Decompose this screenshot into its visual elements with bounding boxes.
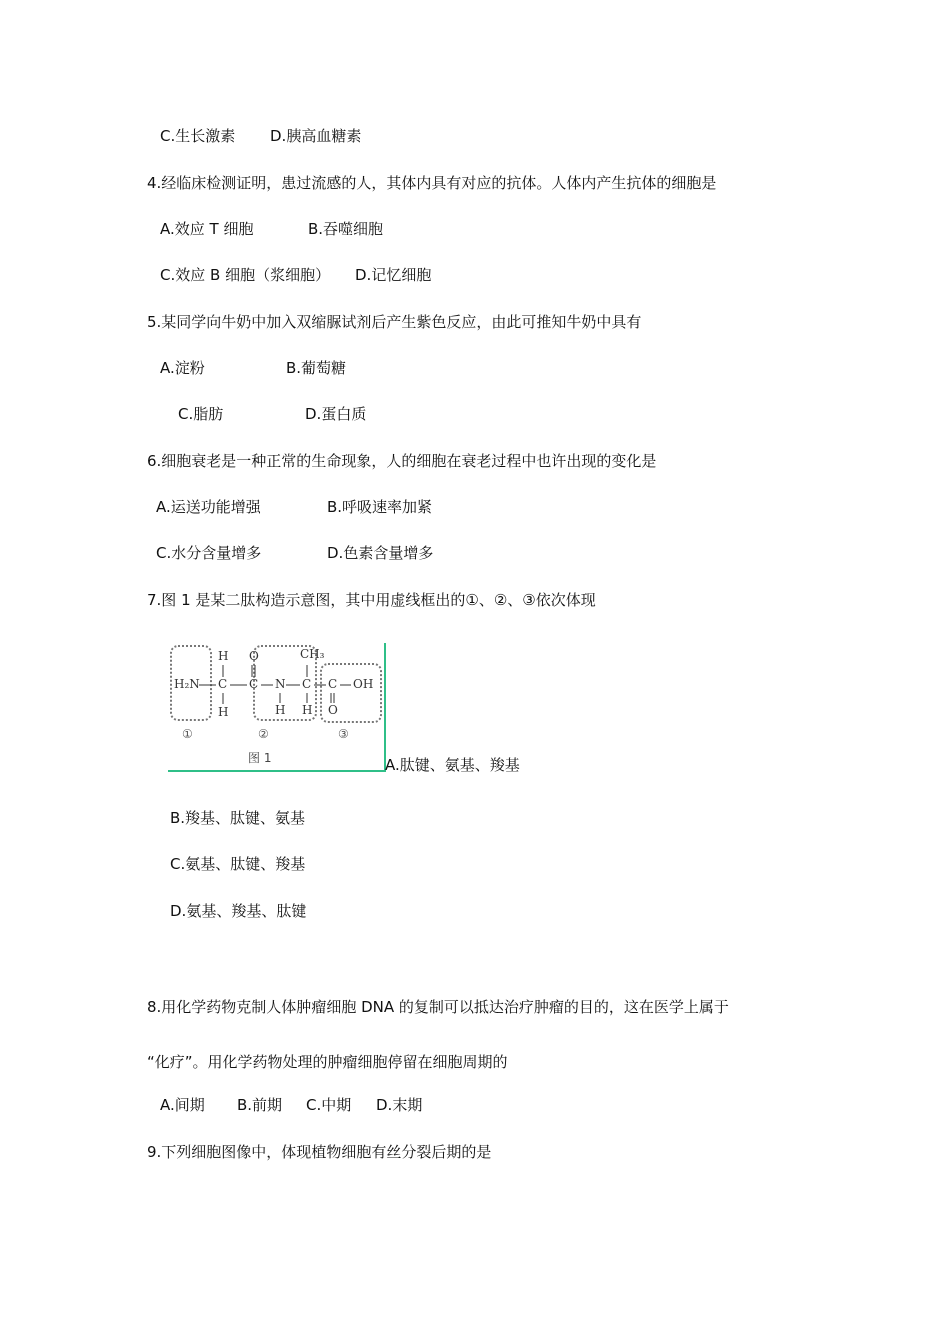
- q3-option-c: C.生长激素: [160, 127, 236, 145]
- formula-part: H₂N: [174, 677, 200, 691]
- q9-stem: 9.下列细胞图像中，体现植物细胞有丝分裂后期的是: [147, 1143, 492, 1161]
- formula-part: H: [218, 705, 229, 719]
- formula-part: C: [218, 677, 228, 691]
- label-3: ③: [338, 727, 349, 741]
- q4-option-b: B.吞噬细胞: [308, 220, 384, 238]
- formula-part: C: [328, 677, 338, 691]
- formula-part: N: [275, 677, 286, 691]
- formula-part: O: [249, 649, 259, 663]
- label-1: ①: [182, 727, 193, 741]
- q7-option-d: D.氨基、羧基、肽键: [170, 902, 307, 920]
- q7-option-c: C.氨基、肽键、羧基: [170, 855, 306, 873]
- bond-lines: [168, 643, 384, 733]
- figure-caption: 图 1: [248, 751, 272, 765]
- q6-option-c: C.水分含量增多: [156, 544, 262, 562]
- formula-part: OH: [353, 677, 374, 691]
- q8-option-a: A.间期: [160, 1096, 205, 1114]
- figure-border-right: [384, 643, 386, 771]
- q5-option-c: C.脂肪: [178, 405, 224, 423]
- q6-option-a: A.运送功能增强: [156, 498, 261, 516]
- formula-part: C: [302, 677, 312, 691]
- dipeptide-figure: [168, 643, 388, 773]
- q5-stem: 5.某同学向牛奶中加入双缩脲试剂后产生紫色反应，由此可推知牛奶中具有: [147, 313, 642, 331]
- q6-stem: 6.细胞衰老是一种正常的生命现象，人的细胞在衰老过程中也许出现的变化是: [147, 452, 657, 470]
- q4-option-c: C.效应 B 细胞（浆细胞）: [160, 266, 331, 284]
- q4-stem: 4.经临床检测证明，患过流感的人，其体内具有对应的抗体。人体内产生抗体的细胞是: [147, 174, 717, 192]
- q5-option-d: D.蛋白质: [305, 405, 367, 423]
- q8-option-c: C.中期: [306, 1096, 352, 1114]
- q6-option-b: B.呼吸速率加紧: [327, 498, 433, 516]
- formula-part: H: [218, 649, 229, 663]
- q7-option-a: A.肽键、氨基、羧基: [385, 756, 520, 774]
- q5-option-a: A.淀粉: [160, 359, 205, 377]
- figure-border-bottom: [168, 770, 386, 772]
- q7-option-b: B.羧基、肽键、氨基: [170, 809, 306, 827]
- q4-option-a: A.效应 T 细胞: [160, 220, 254, 238]
- q7-stem: 7.图 1 是某二肽构造示意图，其中用虚线框出的①、②、③依次体现: [147, 591, 596, 609]
- q8-stem-line1: 8.用化学药物克制人体肿瘤细胞 DNA 的复制可以抵达治疗肿瘤的目的，这在医学上属于: [147, 998, 729, 1016]
- q3-option-d: D.胰高血糖素: [270, 127, 362, 145]
- q6-option-d: D.色素含量增多: [327, 544, 434, 562]
- formula-part: O: [328, 703, 338, 717]
- q4-option-d: D.记忆细胞: [355, 266, 432, 284]
- q8-option-d: D.末期: [376, 1096, 423, 1114]
- formula-part: H: [302, 703, 313, 717]
- q8-option-b: B.前期: [237, 1096, 283, 1114]
- q5-option-b: B.葡萄糖: [286, 359, 347, 377]
- formula-part: H: [275, 703, 286, 717]
- formula-part: CH₃: [300, 647, 325, 661]
- formula-part: C: [249, 677, 259, 691]
- label-2: ②: [258, 727, 269, 741]
- q8-stem-line2: “化疗”。用化学药物处理的肿瘤细胞停留在细胞周期的: [147, 1053, 508, 1071]
